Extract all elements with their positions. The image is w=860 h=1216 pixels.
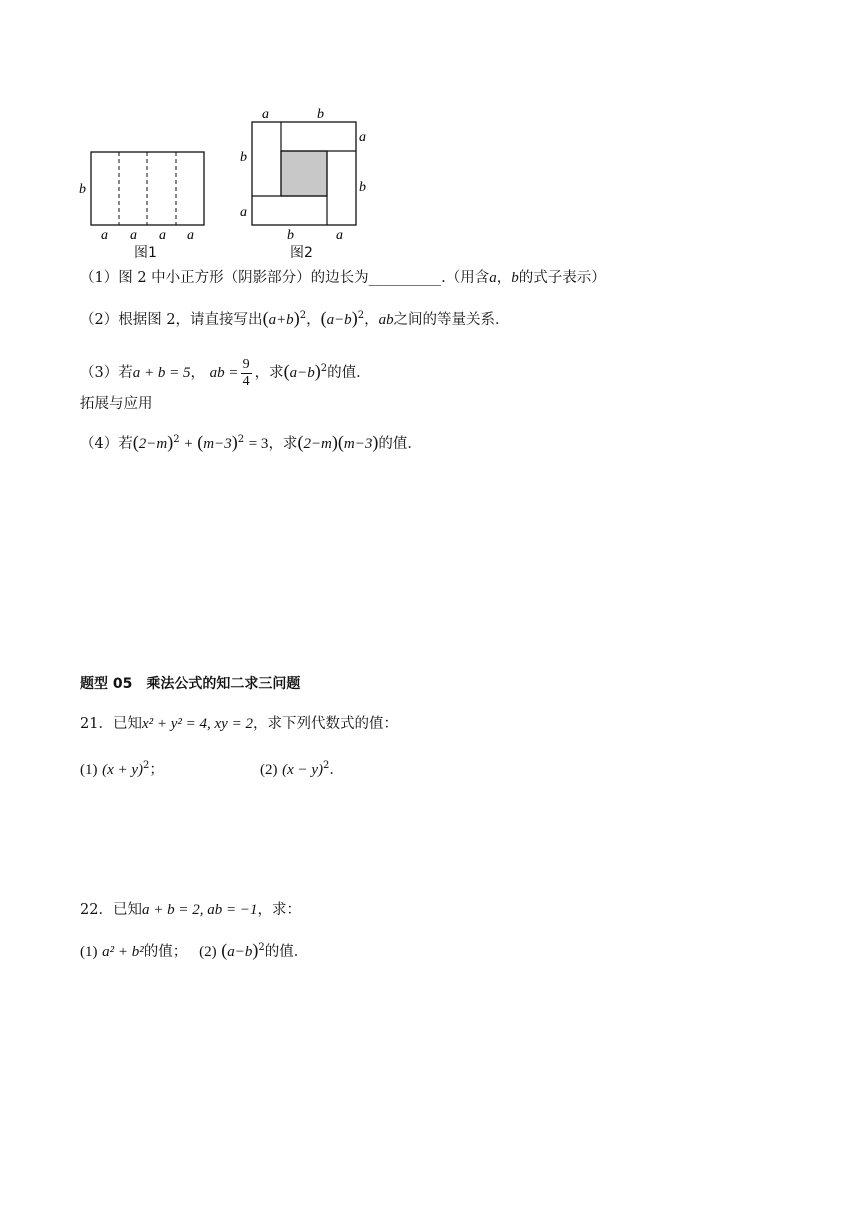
p21-part2-expr: (x − y): [282, 762, 324, 778]
fig2-label: b: [240, 150, 247, 165]
q2-prefix: （2）根据图 2，请直接写出: [80, 312, 263, 328]
q1-var-b: b: [511, 270, 519, 286]
q3-frac-den: 4: [242, 373, 250, 389]
p21-sup: 2: [143, 760, 150, 771]
q2-sup: 2: [299, 310, 307, 321]
p22-suffix: ，求：: [257, 902, 301, 918]
p22-parts: (1) a² + b²的值； (2) $(a-b)^2$的值．: [80, 940, 309, 960]
fig2-label: b: [359, 180, 366, 195]
fig2-caption: 图2: [290, 245, 313, 261]
question-4: （4）若$(2-m)^2 + (m-3)^2 = 3$，求(2−m)(m−3)的值．: [80, 432, 422, 452]
q4-term1: 2−m: [303, 436, 332, 452]
p22-prefix: 已知: [112, 902, 142, 918]
q3-frac-num: 9: [242, 356, 250, 372]
fig2-label: a: [359, 130, 366, 145]
fig2-label: a: [262, 107, 269, 122]
q4-suffix: 的值．: [378, 436, 422, 452]
fig2-label: a: [240, 205, 247, 220]
q4-sup: 2: [237, 434, 245, 445]
p21-condition: x² + y² = 4, xy = 2: [141, 716, 253, 732]
problem-22: [80, 900, 301, 920]
question-2: （2）根据图 2，请直接写出$(a+b)^2$，$(a-b)^2$，ab之间的等量关系．: [80, 308, 510, 328]
q4-eq: = 3: [248, 436, 269, 452]
q3-eq: =: [229, 365, 238, 381]
fig1-caption: 图1: [134, 245, 157, 261]
q4-term2: m−3: [343, 436, 373, 452]
q4-sup: 2: [173, 434, 180, 445]
q3-condition-2: ab: [209, 365, 225, 381]
p22-part2-end: 的值．: [264, 944, 309, 960]
fig1-bottom-label: a: [101, 228, 108, 243]
q1-suffix-b: 的式子表示）: [518, 270, 606, 286]
p22-part1-expr: a² + b²: [102, 944, 144, 960]
p21-part1-end: ；: [149, 762, 164, 778]
fig1-bottom-label: a: [159, 228, 166, 243]
p21-part2-end: ．: [329, 762, 344, 778]
q4-prefix: （4）若: [80, 436, 133, 452]
p21-part-2: [260, 760, 344, 780]
q4-plus: +: [184, 436, 193, 452]
p21-prefix: 已知: [112, 716, 142, 732]
q3-prefix: （3）若: [80, 365, 133, 381]
q1-suffix: .（用含: [441, 270, 490, 286]
q3-sup: 2: [320, 363, 328, 374]
fig1-side-label: b: [79, 182, 86, 197]
p22-part2-label: (2): [199, 944, 217, 960]
figure-2: [235, 104, 375, 244]
q1-sep: ，: [496, 270, 512, 286]
q1-prefix: （1）图 2 中小正方形（阴影部分）的边长为: [80, 270, 369, 286]
q4-term1: 2−m: [138, 436, 168, 452]
q2-suffix: 之间的等量关系．: [393, 312, 510, 328]
p22-part1-label: (1): [80, 944, 98, 960]
p22-sup: 2: [258, 942, 265, 953]
q3-sep: ，: [190, 365, 205, 381]
p22-part1-end: 的值；: [143, 944, 180, 960]
p21-part1-label: (1): [80, 762, 98, 778]
question-1: [80, 268, 606, 288]
p21-suffix: ，求下列代数式的值：: [252, 716, 398, 732]
fig2-shaded-square: [281, 151, 327, 196]
q4-term2: m−3: [203, 436, 232, 452]
p21-part-1: [80, 760, 164, 780]
fig1-bottom-label: a: [130, 228, 137, 243]
p21-sup: 2: [323, 760, 330, 771]
section-title: 题型 05 乘法公式的知二求三问题: [80, 676, 301, 692]
q2-expr1: a+b: [268, 312, 294, 328]
q3-condition-1: a + b = 5: [132, 365, 191, 381]
q1-var-a: a: [489, 270, 497, 286]
q3-mid: ，求: [254, 365, 284, 381]
fig2-label: b: [287, 228, 294, 243]
fig1-bottom-label: a: [187, 228, 194, 243]
question-3: （3）若a + b = 5， ab = $\frac{9}{4}$ ，求$(a-b)^2$的值．: [80, 356, 371, 389]
p22-condition: a + b = 2, ab = −1: [141, 902, 258, 918]
q4-mid: ，求: [268, 436, 298, 452]
p21-part2-label: (2): [260, 762, 278, 778]
q1-answer-blank: __________: [368, 270, 442, 286]
p21-number: 21．: [80, 716, 113, 732]
q2-sep: ，: [364, 312, 379, 328]
q2-expr2: a−b: [326, 312, 352, 328]
q3-fraction: [241, 357, 252, 390]
q2-sup: 2: [357, 310, 365, 321]
p22-part2-expr: a−b: [227, 944, 253, 960]
extension-title: 拓展与应用: [80, 396, 153, 412]
q2-sep: ，: [306, 312, 321, 328]
fig2-label: a: [336, 228, 343, 243]
q3-suffix: 的值．: [327, 365, 371, 381]
p22-number: 22．: [80, 902, 113, 918]
p21-part1-expr: (x + y): [102, 762, 144, 778]
q3-expr: a−b: [289, 365, 315, 381]
q2-expr3: ab: [378, 312, 394, 328]
problem-21: [80, 714, 398, 734]
fig2-label: b: [317, 107, 324, 122]
